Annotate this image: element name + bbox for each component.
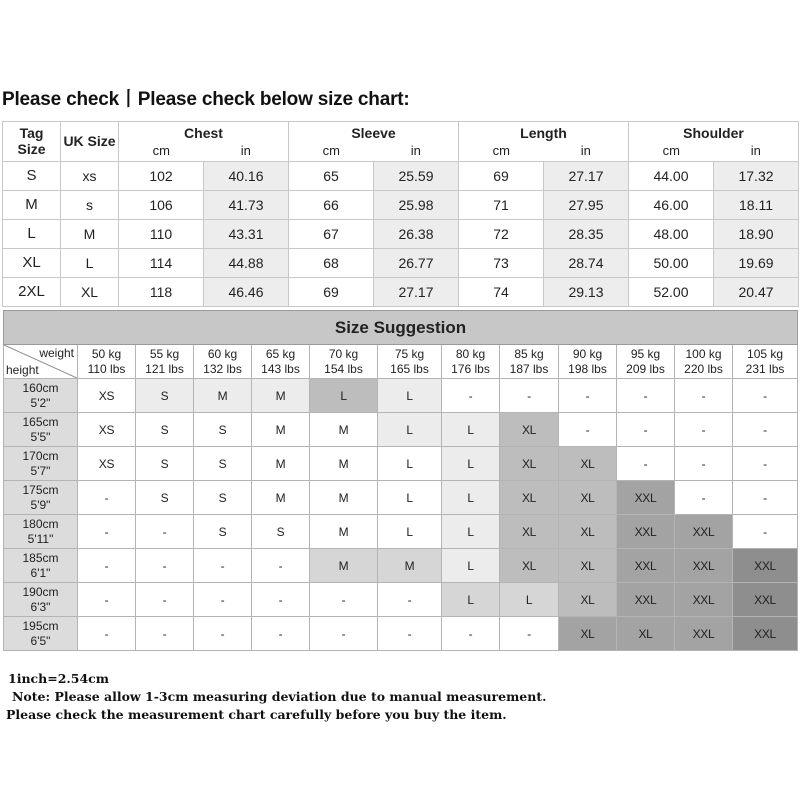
weight-lbs: 154 lbs — [324, 361, 363, 376]
note-measuring-deviation: Note: Please allow 1-3cm measuring deviation due to manual measurement. — [12, 689, 547, 704]
uk-size-header: UK Size — [61, 122, 119, 162]
length-cm-cell: 71 — [459, 190, 544, 219]
weight-header-row — [4, 345, 798, 379]
unit-in: in — [580, 143, 591, 159]
suggested-size-cell: XL — [559, 515, 617, 549]
suggestion-row — [4, 549, 798, 583]
suggested-size-cell: - — [194, 549, 252, 583]
weight-kg: 60 kg — [207, 346, 238, 361]
size-suggestion-title: Size Suggestion — [4, 311, 798, 345]
sleeve-in-cell: 26.77 — [374, 248, 459, 277]
chest-cm-cell: 106 — [119, 190, 204, 219]
suggested-size-cell: - — [617, 413, 675, 447]
suggested-size-cell: - — [559, 379, 617, 413]
length-in-cell: 28.74 — [544, 248, 629, 277]
weight-header-cell — [617, 345, 675, 379]
suggested-size-cell: - — [78, 583, 136, 617]
shoulder-cm-cell: 50.00 — [629, 248, 714, 277]
chest-cm-cell: 118 — [119, 277, 204, 306]
weight-lbs: 132 lbs — [203, 361, 242, 376]
shoulder-units — [629, 141, 799, 161]
unit-cm: cm — [152, 143, 170, 159]
suggested-size-cell: S — [136, 413, 194, 447]
suggested-size-cell: M — [252, 379, 310, 413]
uk-size-cell: XL — [61, 277, 119, 306]
suggested-size-cell: S — [252, 515, 310, 549]
weight-header-cell — [442, 345, 500, 379]
height-cm: 190cm — [22, 584, 59, 599]
suggested-size-cell: XL — [500, 413, 559, 447]
suggested-size-cell: L — [442, 481, 500, 515]
chest-in-cell: 46.46 — [204, 277, 289, 306]
length-in-cell: 29.13 — [544, 277, 629, 306]
chest-in-cell: 40.16 — [204, 161, 289, 190]
suggested-size-cell: XXL — [675, 617, 733, 651]
suggested-size-cell: XL — [500, 481, 559, 515]
suggested-size-cell: XXL — [675, 583, 733, 617]
length-in-cell: 28.35 — [544, 219, 629, 248]
suggested-size-cell: - — [310, 617, 378, 651]
suggested-size-cell: XXL — [617, 481, 675, 515]
suggested-size-cell: XXL — [733, 549, 798, 583]
suggested-size-cell: XL — [500, 447, 559, 481]
suggested-size-cell: L — [500, 583, 559, 617]
sleeve-in-cell: 25.59 — [374, 161, 459, 190]
shoulder-in-cell: 18.90 — [714, 219, 799, 248]
suggested-size-cell: XXL — [617, 515, 675, 549]
height-ft: 5'7" — [30, 463, 51, 478]
size-suggestion-body — [4, 379, 798, 651]
suggested-size-cell: - — [78, 617, 136, 651]
chest-cm-cell: 110 — [119, 219, 204, 248]
sleeve-in-cell: 26.38 — [374, 219, 459, 248]
suggested-size-cell: XS — [78, 379, 136, 413]
suggested-size-cell: S — [136, 481, 194, 515]
length-cm-cell: 72 — [459, 219, 544, 248]
suggested-size-cell: - — [136, 549, 194, 583]
suggestion-row — [4, 617, 798, 651]
uk-size-cell: s — [61, 190, 119, 219]
page-title: Please check丨Please check below size chart: — [2, 89, 410, 110]
shoulder-in-cell: 17.32 — [714, 161, 799, 190]
suggested-size-cell: XL — [500, 515, 559, 549]
height-cm: 175cm — [22, 482, 59, 497]
weight-height-corner — [4, 345, 78, 379]
weight-header-cell — [252, 345, 310, 379]
size-row — [3, 161, 799, 190]
height-header-cell — [4, 515, 78, 549]
suggested-size-cell: - — [378, 583, 442, 617]
size-row — [3, 219, 799, 248]
weight-kg: 70 kg — [328, 346, 359, 361]
shoulder-cm-cell: 46.00 — [629, 190, 714, 219]
suggested-size-cell: XS — [78, 447, 136, 481]
weight-kg: 55 kg — [149, 346, 180, 361]
suggestion-row — [4, 379, 798, 413]
suggestion-row — [4, 583, 798, 617]
weight-header-cell — [733, 345, 798, 379]
weight-header-cell — [310, 345, 378, 379]
weight-kg: 65 kg — [265, 346, 296, 361]
tag-size-cell: L — [3, 219, 61, 248]
sleeve-in-cell: 25.98 — [374, 190, 459, 219]
suggestion-row — [4, 481, 798, 515]
height-header-cell — [4, 413, 78, 447]
tag-size-cell: M — [3, 190, 61, 219]
suggested-size-cell: - — [675, 481, 733, 515]
tag-size-cell: XL — [3, 248, 61, 277]
suggested-size-cell: L — [310, 379, 378, 413]
suggested-size-cell: M — [310, 515, 378, 549]
height-ft: 6'1" — [30, 565, 51, 580]
suggested-size-cell: XXL — [617, 583, 675, 617]
unit-cm: cm — [662, 143, 680, 159]
weight-lbs: 176 lbs — [451, 361, 490, 376]
length-in-cell: 27.95 — [544, 190, 629, 219]
sleeve-header: Sleeve — [289, 122, 459, 142]
chest-header: Chest — [119, 122, 289, 142]
suggested-size-cell: - — [78, 481, 136, 515]
suggested-size-cell: XL — [559, 447, 617, 481]
suggested-size-cell: - — [559, 413, 617, 447]
suggested-size-cell: - — [675, 379, 733, 413]
size-row — [3, 277, 799, 306]
unit-cm: cm — [322, 143, 340, 159]
weight-kg: 90 kg — [572, 346, 603, 361]
sleeve-cm-cell: 67 — [289, 219, 374, 248]
suggested-size-cell: - — [78, 515, 136, 549]
sleeve-cm-cell: 68 — [289, 248, 374, 277]
suggested-size-cell: M — [252, 481, 310, 515]
suggested-size-cell: - — [252, 583, 310, 617]
weight-kg: 100 kg — [685, 346, 722, 361]
suggested-size-cell: - — [733, 447, 798, 481]
suggested-size-cell: - — [733, 481, 798, 515]
suggested-size-cell: L — [378, 515, 442, 549]
suggested-size-cell: M — [310, 413, 378, 447]
weight-lbs: 231 lbs — [745, 361, 785, 376]
suggested-size-cell: - — [78, 549, 136, 583]
suggested-size-cell: - — [442, 379, 500, 413]
suggested-size-cell: S — [194, 515, 252, 549]
suggested-size-cell: XL — [559, 549, 617, 583]
suggested-size-cell: S — [194, 481, 252, 515]
suggested-size-cell: - — [617, 379, 675, 413]
height-cm: 185cm — [22, 550, 59, 565]
tag-size-header — [3, 122, 61, 162]
suggested-size-cell: S — [194, 447, 252, 481]
weight-header-cell — [136, 345, 194, 379]
length-cm-cell: 69 — [459, 161, 544, 190]
tag-size-cell: S — [3, 161, 61, 190]
suggested-size-cell: L — [378, 481, 442, 515]
height-header-cell — [4, 379, 78, 413]
shoulder-cm-cell: 52.00 — [629, 277, 714, 306]
weight-header-cell — [500, 345, 559, 379]
height-ft: 5'2" — [30, 395, 51, 410]
suggested-size-cell: - — [617, 447, 675, 481]
corner-weight-label: weight — [39, 346, 74, 360]
notes — [8, 670, 546, 724]
suggested-size-cell: M — [252, 413, 310, 447]
height-header-cell — [4, 447, 78, 481]
suggested-size-cell: - — [136, 583, 194, 617]
suggested-size-cell: L — [442, 447, 500, 481]
uk-size-cell: L — [61, 248, 119, 277]
suggested-size-cell: S — [136, 447, 194, 481]
suggested-size-cell: L — [378, 447, 442, 481]
suggested-size-cell: - — [733, 379, 798, 413]
height-cm: 170cm — [22, 448, 59, 463]
suggested-size-cell: XL — [500, 549, 559, 583]
suggested-size-cell: M — [378, 549, 442, 583]
suggested-size-cell: L — [442, 413, 500, 447]
length-header: Length — [459, 122, 629, 142]
sleeve-cm-cell: 66 — [289, 190, 374, 219]
suggested-size-cell: - — [136, 617, 194, 651]
suggested-size-cell: - — [675, 413, 733, 447]
height-cm: 180cm — [22, 516, 59, 531]
sleeve-in-cell: 27.17 — [374, 277, 459, 306]
height-header-cell — [4, 549, 78, 583]
weight-kg: 50 kg — [91, 346, 122, 361]
weight-kg: 80 kg — [455, 346, 486, 361]
chest-cm-cell: 114 — [119, 248, 204, 277]
uk-size-cell: xs — [61, 161, 119, 190]
height-cm: 160cm — [22, 380, 59, 395]
shoulder-in-cell: 20.47 — [714, 277, 799, 306]
uk-size-cell: M — [61, 219, 119, 248]
tag-size-cell: 2XL — [3, 277, 61, 306]
suggestion-row — [4, 515, 798, 549]
suggestion-row — [4, 413, 798, 447]
size-chart-table — [2, 121, 799, 307]
suggested-size-cell: - — [194, 583, 252, 617]
suggested-size-cell: XXL — [675, 515, 733, 549]
weight-lbs: 110 lbs — [87, 361, 126, 376]
length-in-cell: 27.17 — [544, 161, 629, 190]
chest-cm-cell: 102 — [119, 161, 204, 190]
suggested-size-cell: L — [378, 379, 442, 413]
suggested-size-cell: L — [442, 583, 500, 617]
suggested-size-cell: XS — [78, 413, 136, 447]
height-ft: 6'5" — [30, 633, 51, 648]
suggested-size-cell: XL — [559, 617, 617, 651]
suggested-size-cell: M — [310, 549, 378, 583]
suggested-size-cell: - — [733, 413, 798, 447]
height-ft: 5'11" — [27, 531, 54, 546]
suggested-size-cell: XL — [559, 583, 617, 617]
suggested-size-cell: S — [194, 413, 252, 447]
suggestion-row — [4, 447, 798, 481]
weight-lbs: 143 lbs — [261, 361, 300, 376]
suggested-size-cell: - — [500, 379, 559, 413]
height-header-cell — [4, 481, 78, 515]
suggested-size-cell: - — [194, 617, 252, 651]
chest-in-cell: 43.31 — [204, 219, 289, 248]
suggested-size-cell: - — [378, 617, 442, 651]
unit-cm: cm — [492, 143, 510, 159]
suggested-size-cell: S — [136, 379, 194, 413]
suggested-size-cell: M — [252, 447, 310, 481]
weight-lbs: 198 lbs — [568, 361, 607, 376]
note-check-chart: Please check the measurement chart carefully before you buy the item. — [6, 707, 507, 722]
suggested-size-cell: - — [252, 549, 310, 583]
height-header-cell — [4, 617, 78, 651]
size-suggestion-table — [3, 310, 798, 651]
size-row — [3, 190, 799, 219]
shoulder-header: Shoulder — [629, 122, 799, 142]
unit-in: in — [410, 143, 421, 159]
suggested-size-cell: XXL — [733, 583, 798, 617]
tag-size-header-line1: Tag — [19, 125, 44, 142]
shoulder-in-cell: 19.69 — [714, 248, 799, 277]
height-ft: 5'9" — [30, 497, 51, 512]
weight-header-cell — [675, 345, 733, 379]
shoulder-cm-cell: 48.00 — [629, 219, 714, 248]
length-units — [459, 141, 629, 161]
weight-lbs: 165 lbs — [390, 361, 429, 376]
weight-lbs: 209 lbs — [626, 361, 665, 376]
suggested-size-cell: XL — [559, 481, 617, 515]
weight-header-cell — [559, 345, 617, 379]
weight-header-cell — [194, 345, 252, 379]
length-cm-cell: 73 — [459, 248, 544, 277]
sleeve-cm-cell: 65 — [289, 161, 374, 190]
unit-in: in — [240, 143, 251, 159]
weight-lbs: 187 lbs — [509, 361, 549, 376]
weight-header-cell — [378, 345, 442, 379]
suggested-size-cell: XXL — [617, 549, 675, 583]
size-chart-body — [3, 161, 799, 306]
size-row — [3, 248, 799, 277]
suggested-size-cell: - — [136, 515, 194, 549]
suggested-size-cell: - — [675, 447, 733, 481]
suggested-size-cell: L — [442, 515, 500, 549]
length-cm-cell: 74 — [459, 277, 544, 306]
height-header-cell — [4, 583, 78, 617]
weight-header-cell — [78, 345, 136, 379]
tag-size-header-line2: Size — [17, 141, 46, 158]
chest-in-cell: 41.73 — [204, 190, 289, 219]
suggested-size-cell: L — [442, 549, 500, 583]
weight-kg: 85 kg — [514, 346, 544, 361]
note-inch-conversion: 1inch=2.54cm — [8, 671, 109, 686]
suggested-size-cell: - — [252, 617, 310, 651]
suggested-size-cell: M — [310, 447, 378, 481]
sleeve-cm-cell: 69 — [289, 277, 374, 306]
suggested-size-cell: - — [500, 617, 559, 651]
weight-lbs: 220 lbs — [684, 361, 723, 376]
chest-in-cell: 44.88 — [204, 248, 289, 277]
height-ft: 6'3" — [30, 599, 51, 614]
suggested-size-cell: XXL — [675, 549, 733, 583]
suggested-size-cell: M — [194, 379, 252, 413]
shoulder-cm-cell: 44.00 — [629, 161, 714, 190]
weight-lbs: 121 lbs — [145, 361, 184, 376]
height-cm: 165cm — [22, 414, 59, 429]
weight-kg: 95 kg — [630, 346, 661, 361]
height-ft: 5'5" — [30, 429, 51, 444]
suggested-size-cell: - — [310, 583, 378, 617]
suggested-size-cell: L — [378, 413, 442, 447]
suggested-size-cell: - — [733, 515, 798, 549]
weight-kg: 105 kg — [747, 346, 784, 361]
shoulder-in-cell: 18.11 — [714, 190, 799, 219]
chest-units — [119, 141, 289, 161]
unit-in: in — [750, 143, 761, 159]
weight-kg: 75 kg — [394, 346, 425, 361]
suggested-size-cell: M — [310, 481, 378, 515]
suggested-size-cell: XXL — [733, 617, 798, 651]
corner-height-label: height — [6, 363, 39, 377]
suggested-size-cell: - — [442, 617, 500, 651]
suggested-size-cell: XL — [617, 617, 675, 651]
height-cm: 195cm — [22, 618, 59, 633]
sleeve-units — [289, 141, 459, 161]
